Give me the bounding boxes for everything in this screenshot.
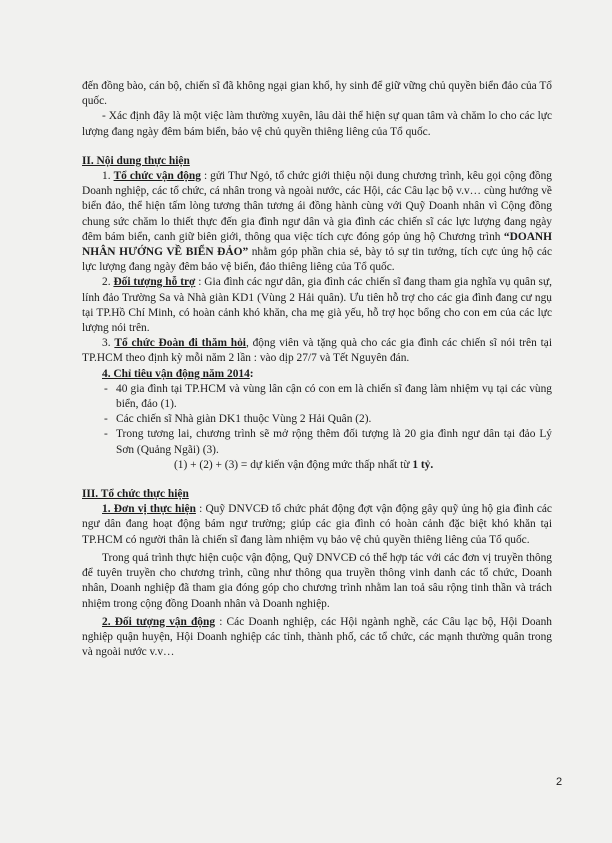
formula-end: . (430, 458, 434, 471)
target-formula (82, 458, 552, 473)
section-3-paragraph: Trong quá trình thực hiện cuộc vận động, Quỹ DNVCĐ có thể hợp tác với các đơn vị truyền thông để tuyên truyền cho chương trình, cũng như thông qua truyền thông vinh danh các tổ chức, Doanh nhân, Doanh nghiệp đã tham gia đóng góp cho chương trình nhằm lan toả sâu rộng tinh thần và trách nhiệm trong cộng đồng Doanh nhân và Doanh nghiệp. (82, 551, 552, 610)
target-item: - Trong tương lai, chương trình sẽ mở rộng thêm đối tượng là 20 gia đình ngư dân tại đảo Lý Sơn (Quảng Ngãi) (3). (116, 427, 552, 457)
item-1-label: Tổ chức vận động (113, 170, 201, 183)
section-3-item-1 (82, 502, 552, 548)
section-2-item-1 (82, 169, 552, 275)
section-3-heading-text: III. Tổ chức thực hiện (82, 488, 189, 501)
intro-commitment-paragraph: - Xác định đây là một việc làm thường xuyên, lâu dài thể hiện sự quan tâm và chăm lo cho các lực lượng đang ngày đêm bám biển, bảo vệ chủ quyền thiêng liêng của Tổ quốc. (82, 110, 552, 138)
s3-item-2-text: : Các Doanh nghiệp, các Hội ngành nghề, các Câu lạc bộ, Hội Doanh nghiệp quận huyện, Hội Doanh nghiệp các tỉnh, thành phố, các tổ chức, các mạnh thường quân trong và ngoài nước v.v… (82, 615, 552, 659)
item-3-number: 3. (102, 337, 115, 350)
item-2-label: Đối tượng hỗ trợ (113, 276, 196, 289)
section-2-item-4 (82, 367, 552, 382)
item-4-colon: : (249, 367, 254, 380)
section-3-heading (82, 487, 552, 502)
item-2-text: : Gia đình các ngư dân, gia đình các chiến sĩ đang tham gia nghĩa vụ quân sự, lính đảo Trường Sa và Nhà giàn KD1 (Vùng 2 Hải quân). Ưu tiên hỗ trợ cho các gia đình đang cư ngụ tại TP.Hồ Chí Minh, có hoàn cảnh khó khăn, cha mẹ già yếu, hỗ trợ học bổng cho con em của các lực lượng nói trên. (82, 276, 553, 335)
item-1-text-a: : gửi Thư Ngỏ, tổ chức giới thiệu nội dung chương trình, kêu gọi cộng đồng Doanh nghiệp, các tổ chức, cá nhân trong và ngoài nước, các Hội, các Câu lạc bộ v.v… cùng hướng về biển đảo, thể hiện tấm lòng tương thân tương ái đồng hành cùng với Quỹ Doanh nhân vì Cộng đồng chung sức chăm lo thiết thực đến gia đình ngư dân và gia đình các chiến sĩ các lực lượng đang ngày đêm bám biển, canh giữ biên giới, thông qua việc tích cực đóng góp ủng hộ Chương trình (82, 170, 552, 243)
s3-item-1-label: 1. Đơn vị thực hiện (102, 503, 196, 516)
formula-amount: 1 tỷ (412, 458, 431, 471)
section-2-heading-text: II. Nội dung thực hiện (82, 154, 190, 167)
item-3-label: Tổ chức Đoàn đi thăm hỏi (114, 337, 246, 350)
target-item: - Các chiến sĩ Nhà giàn DK1 thuộc Vùng 2 Hải Quân (2). (116, 412, 552, 427)
section-3-item-2 (82, 615, 552, 661)
item-1-text-b: nhằm góp phần chia sẻ, bày tỏ sự tin tưởng, tích cực ủng hộ các lực lượng đang ngày đêm bảo vệ biển, đảo thiêng liêng của Tổ quốc. (82, 246, 553, 274)
item-3-text: , động viên và tặng quà cho các gia đình các chiến sĩ nói trên tại TP.HCM theo định kỳ mỗi năm 2 lần : vào dịp 27/7 và Tết Nguyên đán. (82, 337, 553, 365)
section-2-heading (82, 154, 552, 169)
intro-paragraph: đến đồng bào, cán bộ, chiến sĩ đã không ngại gian khổ, hy sinh để giữ vững chủ quyền biển đảo của Tổ quốc. (82, 80, 552, 108)
section-2-item-3 (82, 336, 552, 366)
target-list (82, 382, 552, 458)
item-2-number: 2. (102, 276, 114, 289)
target-item: - 40 gia đình tại TP.HCM và vùng lân cận có con em là chiến sĩ đang làm nhiệm vụ tại các vùng biển, đảo (1). (116, 382, 552, 412)
section-2-item-2 (82, 275, 552, 336)
s3-item-2-label: 2. Đối tượng vận động (102, 615, 216, 628)
item-4-label: 4. Chỉ tiêu vận động năm 2014 (102, 367, 250, 380)
formula-text: (1) + (2) + (3) = dự kiến vận động mức thấp nhất từ (174, 458, 413, 471)
program-name: “DOANH NHÂN HƯỚNG VỀ BIỂN ĐẢO” (82, 230, 552, 259)
page-number: 2 (556, 776, 563, 788)
s3-item-1-text: : Quỹ DNVCĐ tổ chức phát động đợt vận động gây quỹ ủng hộ gia đình các ngư dân đang hoạt động bám ngư trường; giúp các gia đình có hoàn cảnh đặc biệt khó khăn tại TP.HCM có người thân là chiến sĩ đang làm nhiệm vụ bảo vệ chủ quyền thiêng liêng của Tổ quốc. (82, 503, 552, 546)
item-1-number: 1. (102, 170, 114, 183)
document-body (82, 79, 552, 660)
